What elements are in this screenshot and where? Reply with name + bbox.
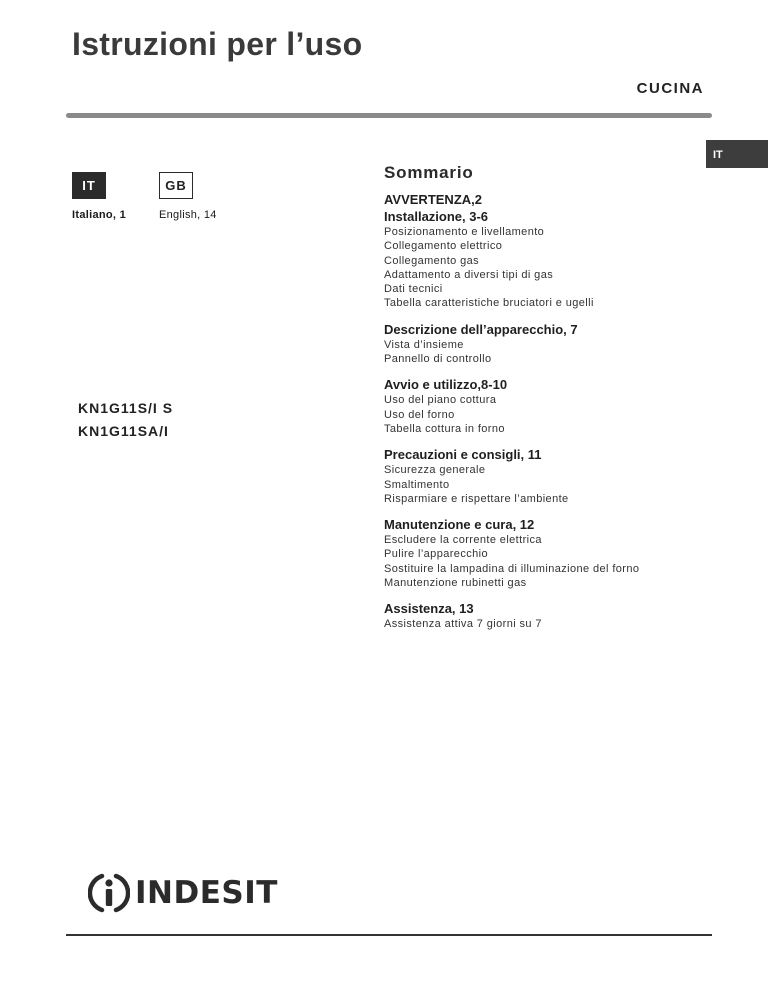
toc-item[interactable]: Smaltimento xyxy=(384,478,450,491)
toc-section-items xyxy=(384,225,764,311)
toc-section-heading[interactable]: Precauzioni e consigli, 11 xyxy=(384,447,542,463)
toc-section xyxy=(384,321,764,367)
toc-item[interactable]: Dati tecnici xyxy=(384,283,443,296)
table-of-contents xyxy=(384,163,764,642)
language-side-tab: IT xyxy=(706,140,768,168)
toc-item[interactable]: Escludere la corrente elettrica xyxy=(384,534,542,547)
toc-item[interactable]: Posizionamento e livellamento xyxy=(384,226,545,238)
toc-item[interactable]: Risparmiare e rispettare l’ambiente xyxy=(384,492,569,505)
toc-section-items xyxy=(384,617,764,631)
toc-section xyxy=(384,191,764,208)
toc-section xyxy=(384,516,764,590)
toc-section-heading[interactable]: Installazione, 3-6 xyxy=(384,209,489,224)
brand-logo xyxy=(88,872,278,914)
toc-section-items xyxy=(384,533,764,590)
toc-item[interactable]: Pulire l’apparecchio xyxy=(384,548,488,561)
indesit-i-logo-icon xyxy=(88,872,130,914)
toc-sections xyxy=(384,191,764,632)
brand-name: INDESIT xyxy=(135,875,278,911)
toc-item[interactable]: Collegamento elettrico xyxy=(384,240,503,253)
toc-section-heading[interactable]: Descrizione dell’apparecchio, 7 xyxy=(384,321,578,337)
toc-title: Sommario xyxy=(384,163,474,182)
language-label-it: Italiano, 1 xyxy=(72,209,127,221)
toc-item[interactable]: Uso del forno xyxy=(384,408,455,421)
toc-item[interactable]: Pannello di controllo xyxy=(384,353,492,366)
toc-section-items xyxy=(384,463,764,506)
toc-item[interactable]: Uso del piano cottura xyxy=(384,394,497,407)
document-title: Istruzioni per l’uso xyxy=(72,26,363,62)
toc-item[interactable]: Collegamento gas xyxy=(384,254,480,267)
toc-item[interactable]: Vista d’insieme xyxy=(384,338,464,351)
toc-item[interactable]: Tabella caratteristiche bruciatori e ugelli xyxy=(384,297,594,310)
language-badge-gb[interactable]: GB xyxy=(159,172,193,199)
toc-section-heading[interactable]: Avvio e utilizzo,8-10 xyxy=(384,377,508,393)
toc-section-items xyxy=(384,338,764,367)
toc-item[interactable]: Assistenza attiva 7 giorni su 7 xyxy=(384,618,542,631)
toc-section-items xyxy=(384,393,764,436)
toc-item[interactable]: Manutenzione rubinetti gas xyxy=(384,577,527,590)
toc-section xyxy=(384,446,764,506)
header-divider xyxy=(66,113,712,118)
toc-section xyxy=(384,600,764,631)
toc-item[interactable]: Adattamento a diversi tipi di gas xyxy=(384,268,554,281)
toc-section-heading[interactable]: Manutenzione e cura, 12 xyxy=(384,517,535,533)
toc-section-heading[interactable]: Assistenza, 13 xyxy=(384,601,474,617)
toc-item[interactable]: Tabella cottura in forno xyxy=(384,422,505,435)
model-number: KN1G11S/I S xyxy=(78,400,174,416)
toc-section xyxy=(384,376,764,436)
language-badge-it[interactable]: IT xyxy=(72,172,106,199)
language-label-gb: English, 14 xyxy=(159,209,217,221)
document-category: CUCINA xyxy=(636,80,704,97)
toc-item[interactable]: Sicurezza generale xyxy=(384,464,486,477)
footer-divider xyxy=(66,934,712,936)
toc-section-heading[interactable]: AVVERTENZA,2 xyxy=(384,192,482,207)
toc-item[interactable]: Sostituire la lampadina di illuminazione del forno xyxy=(384,562,640,575)
toc-section xyxy=(384,208,764,311)
model-number: KN1G11SA/I xyxy=(78,423,169,439)
